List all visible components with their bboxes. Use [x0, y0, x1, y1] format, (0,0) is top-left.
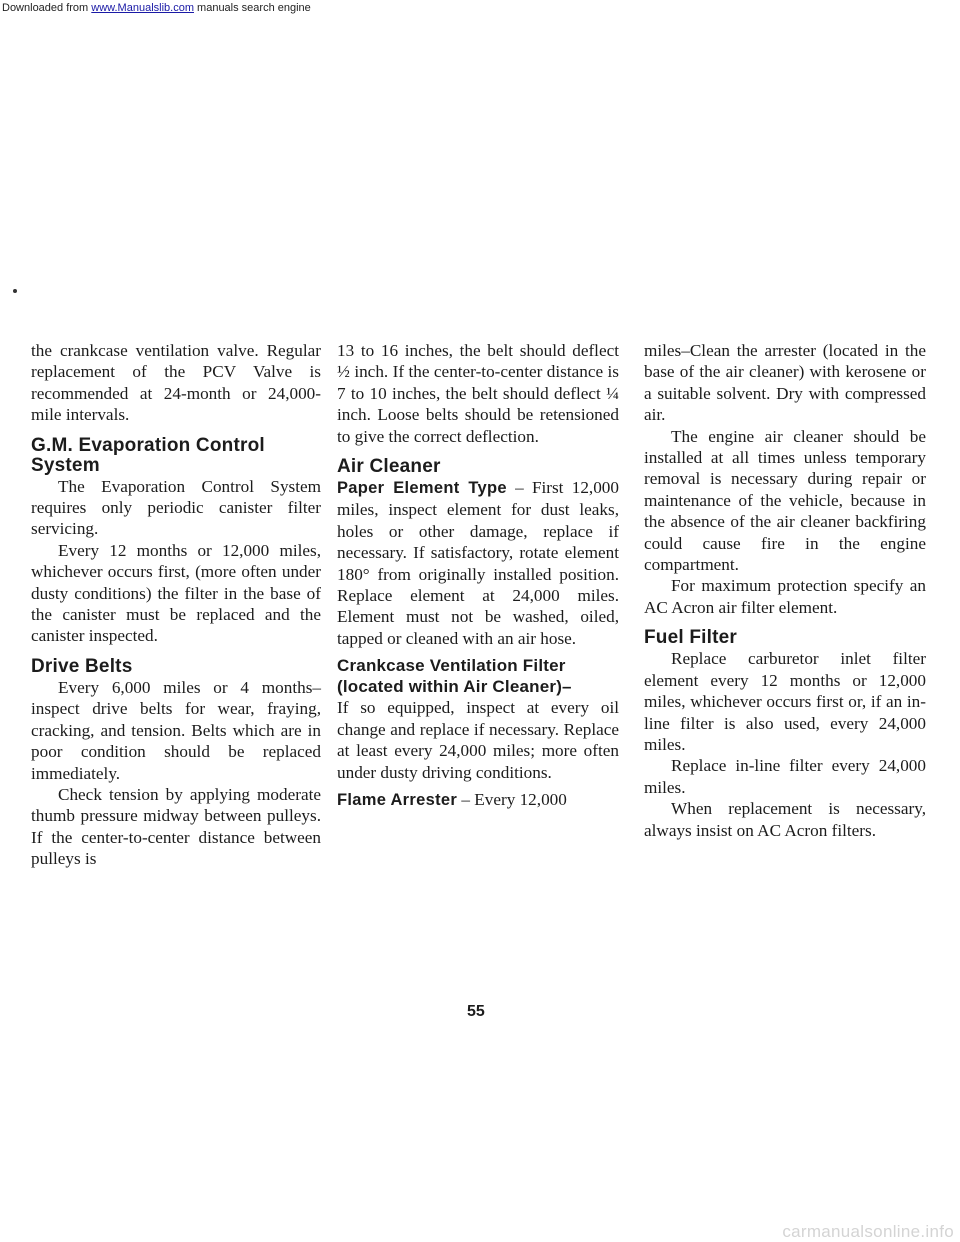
section-heading-evaporation: G.M. Evaporation Control System [31, 434, 265, 476]
section-heading-crankcase-filter: Crankcase Ventilation Filter (located within Air Cleaner)– [337, 656, 572, 697]
column-3 [644, 340, 926, 841]
header-suffix: manuals search engine [193, 2, 311, 14]
paragraph: 13 to 16 inches, the belt should deflect ½ inch. If the center-to-center distance is 7 to 10 inches, the belt should deflect ¼ inch. Loose belts should be retensioned to give the correct deflection. [337, 341, 619, 446]
site-watermark: carmanualsonline.info [782, 1222, 954, 1241]
download-header [2, 2, 311, 14]
header-prefix: Downloaded from [2, 2, 92, 14]
column-2 [337, 340, 619, 811]
section-heading-fuel-filter: Fuel Filter [644, 627, 737, 649]
paragraph: For maximum protection specify an AC Acron air filter element. [644, 576, 926, 617]
section-heading-air-cleaner: Air Cleaner [337, 456, 441, 478]
paragraph-text: – First 12,000 miles, inspect element for dust leaks, holes or other damage, replace if necessary. If satisfactory, rotate element 180° from originally installed position. Replace element at 24,000 miles. Element must not be washed, oiled, tapped or cleaned with an air hose. [337, 478, 619, 648]
column-1 [31, 340, 321, 870]
paragraph [337, 477, 619, 649]
paragraph [337, 789, 619, 811]
inline-heading-paper-element: Paper Element Type [337, 479, 507, 498]
bullet-dot [13, 289, 17, 293]
paragraph: the crankcase ventilation valve. Regular replacement of the PCV Valve is recommended at 24-month or 24,000-mile intervals. [31, 341, 321, 425]
paragraph: The Evaporation Control System requires only periodic canister filter servicing. [31, 476, 321, 539]
paragraph: Every 6,000 miles or 4 months– inspect drive belts for wear, fraying, cracking, and tension. Belts which are in poor condition should be replaced immediately. [31, 677, 321, 783]
paragraph: Replace in-line filter every 24,000 miles. [644, 756, 926, 797]
manualslib-link[interactable]: www.Manualslib.com [91, 2, 194, 14]
paragraph: The engine air cleaner should be installed at all times unless temporary removal is necessary during repair or maintenance of the vehicle, because in the absence of the air cleaner backfiring could cause fire in the engine compartment. [644, 426, 926, 575]
paragraph: miles–Clean the arrester (located in the base of the air cleaner) with kerosene or a suitable solvent. Dry with compressed air. [644, 341, 926, 425]
paragraph: If so equipped, inspect at every oil change and replace if necessary. Replace at least every 24,000 miles; more often under dusty driving conditions. [337, 698, 619, 782]
paragraph: Check tension by applying moderate thumb pressure midway between pulleys. If the center-to-center distance between pulleys is [31, 784, 321, 869]
inline-heading-flame-arrester: Flame Arrester [337, 790, 458, 809]
paragraph: Replace carburetor inlet filter element every 12 months or 12,000 miles, whichever occurs first or, if an in-line filter is also used, every 24,000 miles. [644, 649, 926, 754]
paragraph: Every 12 months or 12,000 miles, whichever occurs first, (more often under dusty conditions) the filter in the base of the canister must be replaced and the canister inspected. [31, 540, 321, 646]
section-heading-drive-belts: Drive Belts [31, 655, 133, 677]
paragraph-text: – Every 12,000 [457, 789, 567, 809]
page-number: 55 [467, 1003, 485, 1020]
paragraph: When replacement is necessary, always insist on AC Acron filters. [644, 799, 926, 840]
